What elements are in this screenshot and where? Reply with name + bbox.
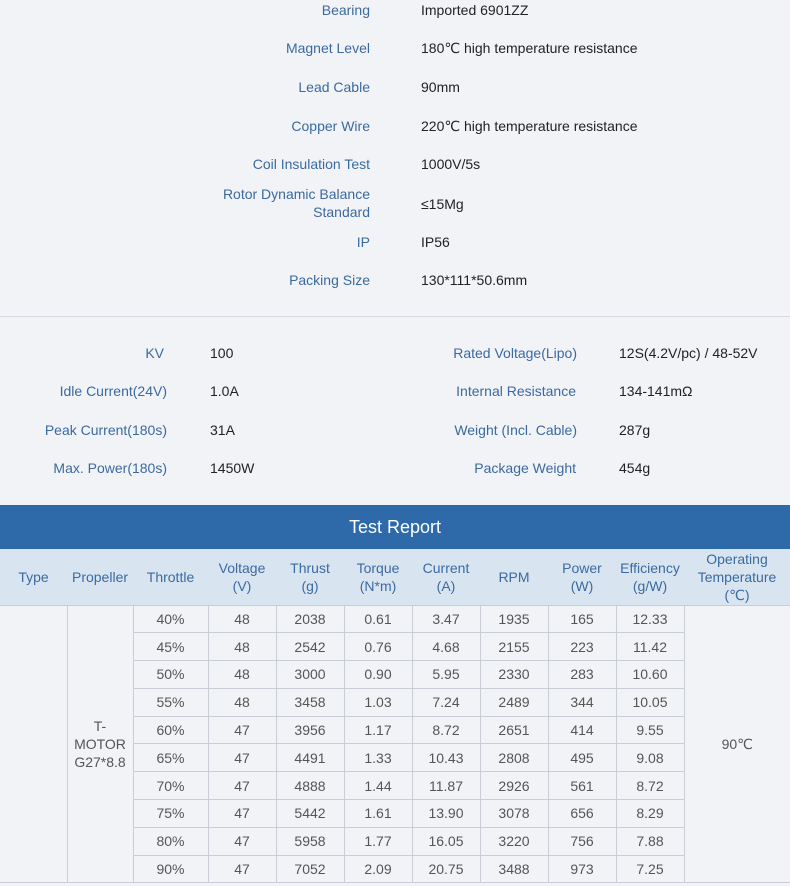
throttle-cell: 75%	[133, 800, 208, 828]
voltage-cell: 48	[208, 688, 276, 716]
voltage-cell: 47	[208, 744, 276, 772]
efficiency-cell: 7.88	[616, 827, 684, 855]
header-unit: (V)	[232, 577, 252, 594]
propeller-text: T-	[93, 717, 107, 734]
electrical-value: 12S(4.2V/pc) / 48-52V	[619, 345, 758, 361]
electrical-value: 31A	[210, 422, 235, 438]
electrical-value: 287g	[619, 422, 651, 438]
header-text: Thrust	[290, 559, 330, 576]
spec-label: Packing Size	[289, 272, 370, 288]
rpm-cell: 2155	[480, 633, 548, 661]
power-cell: 973	[548, 855, 616, 883]
spec-section	[0, 0, 790, 316]
header-unit: (g)	[301, 577, 319, 594]
electrical-label: Internal Resistance	[456, 383, 576, 399]
thrust-cell: 2542	[276, 633, 344, 661]
throttle-cell: 45%	[133, 633, 208, 661]
current-cell: 4.68	[412, 633, 480, 661]
header-unit: (g/W)	[632, 577, 668, 594]
electrical-label: KV	[145, 345, 164, 361]
header-unit: (W)	[570, 577, 594, 594]
current-cell: 10.43	[412, 744, 480, 772]
propeller-cell	[67, 605, 133, 883]
spec-row	[0, 233, 790, 271]
electrical-row	[0, 344, 790, 382]
power-cell: 656	[548, 800, 616, 828]
spec-row	[0, 271, 790, 309]
throttle-cell: 90%	[133, 855, 208, 883]
spec-label-line: Rotor Dynamic Balance	[222, 186, 370, 202]
test-report-title: Test Report	[0, 505, 790, 549]
current-cell: 8.72	[412, 716, 480, 744]
header-unit: (A)	[436, 577, 456, 594]
spec-value: ≤15Mg	[421, 196, 464, 212]
header-thrust	[276, 549, 344, 605]
efficiency-cell: 10.60	[616, 661, 684, 689]
torque-cell: 1.03	[344, 688, 412, 716]
current-cell: 3.47	[412, 605, 480, 633]
rpm-cell: 3488	[480, 855, 548, 883]
spec-row	[0, 117, 790, 155]
power-cell: 495	[548, 744, 616, 772]
electrical-label: Weight (Incl. Cable)	[454, 422, 577, 438]
header-text: Voltage	[218, 559, 266, 576]
rpm-cell: 2651	[480, 716, 548, 744]
spec-value: 220℃ high temperature resistance	[421, 118, 638, 134]
propeller-text: G27*8.8	[74, 753, 126, 770]
electrical-row	[0, 459, 790, 497]
current-cell: 11.87	[412, 772, 480, 800]
power-cell: 756	[548, 827, 616, 855]
thrust-cell: 4888	[276, 772, 344, 800]
table-body	[0, 605, 790, 883]
header-throttle: Throttle	[133, 549, 208, 605]
thrust-cell: 4491	[276, 744, 344, 772]
torque-cell: 1.44	[344, 772, 412, 800]
efficiency-cell: 7.25	[616, 855, 684, 883]
efficiency-cell: 9.55	[616, 716, 684, 744]
electrical-value: 134-141mΩ	[619, 383, 693, 399]
rpm-cell: 3220	[480, 827, 548, 855]
header-text: Temperature	[697, 568, 777, 585]
power-cell: 223	[548, 633, 616, 661]
current-cell: 13.90	[412, 800, 480, 828]
rpm-cell: 1935	[480, 605, 548, 633]
header-text: Power	[562, 559, 602, 576]
table-header-row	[0, 549, 790, 605]
electrical-label: Idle Current(24V)	[59, 383, 167, 399]
spec-row	[0, 0, 790, 38]
efficiency-cell: 8.29	[616, 800, 684, 828]
spec-value: 90mm	[421, 79, 460, 95]
power-cell: 165	[548, 605, 616, 633]
torque-cell: 1.77	[344, 827, 412, 855]
rpm-cell: 2808	[480, 744, 548, 772]
header-operating-temperature	[684, 549, 790, 605]
rpm-cell: 2330	[480, 661, 548, 689]
torque-cell: 1.61	[344, 800, 412, 828]
power-cell: 344	[548, 688, 616, 716]
power-cell: 283	[548, 661, 616, 689]
throttle-cell: 60%	[133, 716, 208, 744]
spec-label: Magnet Level	[285, 40, 370, 56]
spec-row	[0, 78, 790, 116]
current-cell: 16.05	[412, 827, 480, 855]
thrust-cell: 7052	[276, 855, 344, 883]
thrust-cell: 3458	[276, 688, 344, 716]
test-report-table	[0, 549, 790, 883]
torque-cell: 0.76	[344, 633, 412, 661]
spec-label: Coil Insulation Test	[252, 156, 370, 172]
spec-value: 130*111*50.6mm	[421, 272, 528, 288]
efficiency-cell: 9.08	[616, 744, 684, 772]
spec-row	[0, 185, 790, 225]
spec-value: 1000V/5s	[421, 156, 481, 172]
torque-cell: 2.09	[344, 855, 412, 883]
voltage-cell: 47	[208, 800, 276, 828]
header-torque	[344, 549, 412, 605]
voltage-cell: 47	[208, 827, 276, 855]
header-current	[412, 549, 480, 605]
temperature-cell: 90℃	[684, 605, 790, 883]
throttle-cell: 55%	[133, 688, 208, 716]
voltage-cell: 48	[208, 605, 276, 633]
spec-label: Copper Wire	[291, 118, 370, 134]
electrical-value: 1450W	[210, 460, 255, 476]
thrust-cell: 3956	[276, 716, 344, 744]
header-rpm: RPM	[480, 549, 548, 605]
torque-cell: 0.61	[344, 605, 412, 633]
power-cell: 561	[548, 772, 616, 800]
table-row	[0, 605, 790, 633]
rpm-cell: 2926	[480, 772, 548, 800]
efficiency-cell: 12.33	[616, 605, 684, 633]
power-cell: 414	[548, 716, 616, 744]
spec-label-line: Standard	[313, 204, 370, 220]
spec-value: Imported 6901ZZ	[421, 2, 529, 18]
thrust-cell: 5442	[276, 800, 344, 828]
header-voltage	[208, 549, 276, 605]
throttle-cell: 65%	[133, 744, 208, 772]
thrust-cell: 3000	[276, 661, 344, 689]
header-text: Torque	[356, 559, 400, 576]
efficiency-cell: 11.42	[616, 633, 684, 661]
voltage-cell: 48	[208, 633, 276, 661]
throttle-cell: 70%	[133, 772, 208, 800]
spec-label: Bearing	[321, 2, 370, 18]
header-unit: (N*m)	[359, 577, 397, 594]
voltage-cell: 48	[208, 661, 276, 689]
current-cell: 20.75	[412, 855, 480, 883]
electrical-row	[0, 382, 790, 420]
spec-label: Lead Cable	[298, 79, 370, 95]
header-type: Type	[0, 549, 67, 605]
spec-row	[0, 39, 790, 77]
voltage-cell: 47	[208, 772, 276, 800]
section-divider	[0, 316, 790, 317]
electrical-label: Package Weight	[474, 460, 576, 476]
header-efficiency	[616, 549, 684, 605]
header-unit: (℃)	[724, 586, 750, 603]
throttle-cell: 80%	[133, 827, 208, 855]
torque-cell: 1.33	[344, 744, 412, 772]
electrical-row	[0, 421, 790, 459]
electrical-label: Rated Voltage(Lipo)	[453, 345, 577, 361]
electrical-value: 100	[210, 345, 234, 361]
header-power	[548, 549, 616, 605]
torque-cell: 0.90	[344, 661, 412, 689]
current-cell: 5.95	[412, 661, 480, 689]
rpm-cell: 2489	[480, 688, 548, 716]
electrical-label: Max. Power(180s)	[53, 460, 167, 476]
electrical-label: Peak Current(180s)	[44, 422, 167, 438]
thrust-cell: 5958	[276, 827, 344, 855]
efficiency-cell: 10.05	[616, 688, 684, 716]
header-propeller: Propeller	[67, 549, 133, 605]
propeller-text: MOTOR	[74, 735, 126, 752]
header-text: Efficiency	[620, 559, 680, 576]
electrical-value: 454g	[619, 460, 651, 476]
throttle-cell: 50%	[133, 661, 208, 689]
spec-label: IP	[356, 234, 370, 250]
header-text: Current	[422, 559, 470, 576]
current-cell: 7.24	[412, 688, 480, 716]
header-text: Operating	[706, 550, 768, 567]
torque-cell: 1.17	[344, 716, 412, 744]
throttle-cell: 40%	[133, 605, 208, 633]
efficiency-cell: 8.72	[616, 772, 684, 800]
rpm-cell: 3078	[480, 800, 548, 828]
spec-label	[140, 185, 370, 221]
spec-value: IP56	[421, 234, 450, 250]
type-cell	[0, 605, 67, 883]
voltage-cell: 47	[208, 855, 276, 883]
spec-value: 180℃ high temperature resistance	[421, 40, 638, 56]
thrust-cell: 2038	[276, 605, 344, 633]
electrical-value: 1.0A	[210, 383, 239, 399]
voltage-cell: 47	[208, 716, 276, 744]
